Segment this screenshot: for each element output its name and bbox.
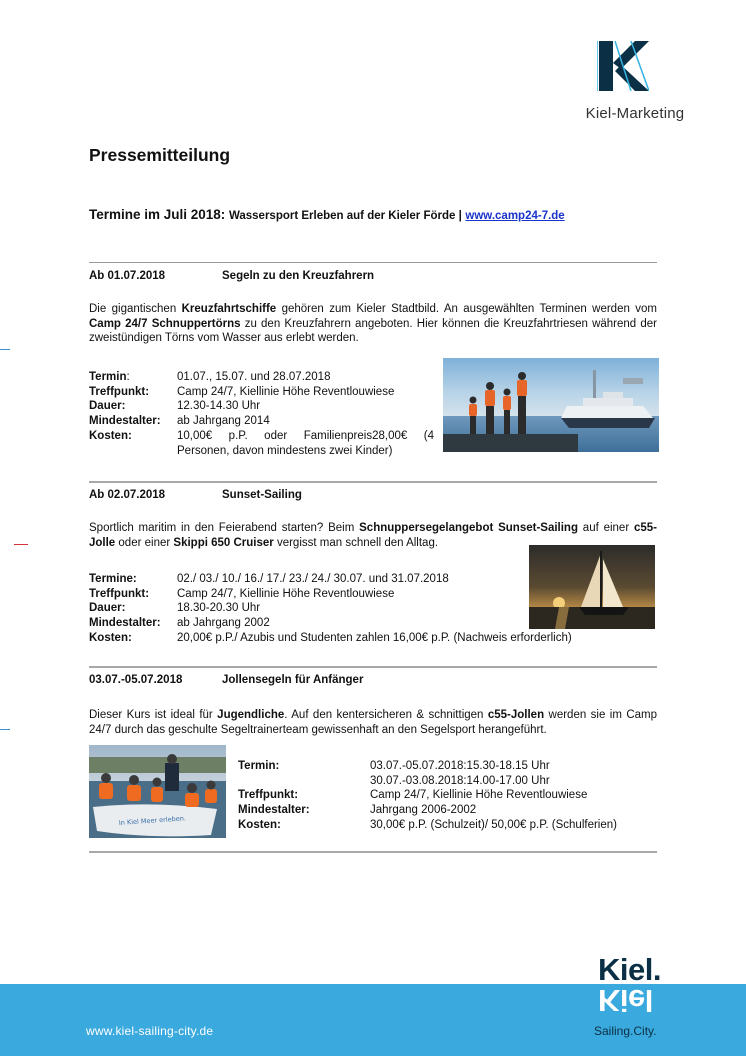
- section-paragraph: Dieser Kurs ist ideal für Jugendliche. Auf den kentersicheren & schnittigen c55-Jollen werden sie im Camp 24/7 durch das geschulte Segeltrainerteam gewissenhaft an den Segelsport herangeführt.: [89, 709, 657, 736]
- subtitle-main: Termine im Juli 2018:: [89, 207, 226, 222]
- boat-hull-text: In Kiel Meer erleben.: [118, 814, 187, 827]
- section-paragraph: Sportlich maritim in den Feierabend starten? Beim Schnuppersegelangebot Sunset-Sailing auf einer c55-Jolle oder einer Skippi 650 Cruiser vergisst man schnell den Alltag.: [89, 522, 657, 549]
- detail-row: Dauer: 18.30-20.30 Uhr: [89, 602, 261, 615]
- logo-tagline: Sailing.City.: [594, 1024, 657, 1038]
- detail-row: Termine: 02./ 03./ 10./ 16./ 17./ 23./ 24./ 30.07. und 31.07.2018: [89, 573, 449, 585]
- k-logo-icon: [597, 41, 649, 91]
- detail-row: Treffpunkt: Camp 24/7, Kiellinie Höhe Reventlouwiese: [89, 587, 395, 600]
- detail-row: Mindestalter: Jahrgang 2006-2002: [238, 804, 477, 817]
- detail-row: Treffpunkt: Camp 24/7, Kiellinie Höhe Reventlouwiese: [89, 385, 395, 398]
- divider: [89, 851, 657, 853]
- divider: [89, 481, 657, 483]
- detail-row: Kosten: 30,00€ p.P. (Schulzeit)/ 50,00€ p.P. (Schulferien): [238, 818, 617, 831]
- cruise-ship-photo: [443, 358, 659, 452]
- detail-row: Treffpunkt: Camp 24/7, Kiellinie Höhe Reventlouwiese: [238, 789, 588, 802]
- section-title: Segeln zu den Kreuzfahrern: [222, 270, 375, 282]
- section-date: Ab 02.07.2018: [89, 489, 166, 501]
- subtitle: [89, 206, 565, 224]
- section-date: Ab 01.07.2018: [89, 270, 166, 282]
- kiel-marketing-logo: [560, 35, 710, 130]
- section-heading: [89, 269, 374, 284]
- details-list: [238, 759, 658, 833]
- detail-row: Mindestalter: ab Jahrgang 2014: [89, 415, 270, 428]
- subtitle-rest: Wassersport Erleben auf der Kieler Förde |: [228, 210, 462, 222]
- section-heading: [89, 673, 363, 688]
- section-heading: [89, 488, 302, 503]
- detail-row: Kosten: 20,00€ p.P./ Azubis und Studenten zahlen 16,00€ p.P. (Nachweis erforderlich): [89, 631, 572, 644]
- detail-row: Dauer: 12.30-14.30 Uhr: [89, 400, 261, 413]
- camp-link[interactable]: www.camp24-7.de: [465, 210, 565, 222]
- divider: [89, 666, 657, 668]
- page-title: Pressemitteilung: [89, 145, 231, 165]
- sunset-sailing-photo: [529, 545, 655, 629]
- section-paragraph: Die gigantischen Kreuzfahrtschiffe gehören zum Kieler Stadtbild. An ausgewählten Terminen werden vom Camp 24/7 Schnuppertörns zu den Kreuzfahrern angeboten. Hier können die Kreuzfahrtriesen während der zweistündigen Törns vom Wasser aus erlebt werden.: [89, 303, 657, 345]
- detail-row: Kosten: 10,00€ p.P. oder Familienpreis28,00€ (4 Personen, davon mindestens zwei Kinder): [89, 429, 434, 457]
- section-title: Sunset-Sailing: [222, 489, 302, 501]
- detail-row: 30.07.-03.08.2018:14.00-17.00 Uhr: [370, 774, 550, 787]
- section-title: Jollensegeln für Anfänger: [222, 674, 364, 686]
- kiel-sailing-city-logo: [588, 950, 688, 1045]
- margin-mark: [14, 544, 28, 545]
- logo-mirror-word: Kiel: [598, 983, 653, 1018]
- footer-url[interactable]: www.kiel-sailing-city.de: [86, 1024, 214, 1038]
- details-list: [89, 370, 434, 458]
- logo-text: Kiel-Marketing: [585, 105, 685, 122]
- section-date: 03.07.-05.07.2018: [89, 674, 183, 686]
- detail-row: Termin: 03.07.-05.07.2018:15.30-18.15 Uhr: [238, 760, 550, 772]
- detail-row: Termin: 01.07., 15.07. und 28.07.2018: [89, 371, 331, 383]
- divider: [89, 262, 657, 263]
- detail-row: Mindestalter: ab Jahrgang 2002: [89, 617, 270, 630]
- logo-word: Kiel.: [598, 952, 661, 987]
- margin-mark: [0, 729, 10, 730]
- margin-mark: [0, 349, 10, 350]
- youth-dinghy-photo: [89, 745, 226, 838]
